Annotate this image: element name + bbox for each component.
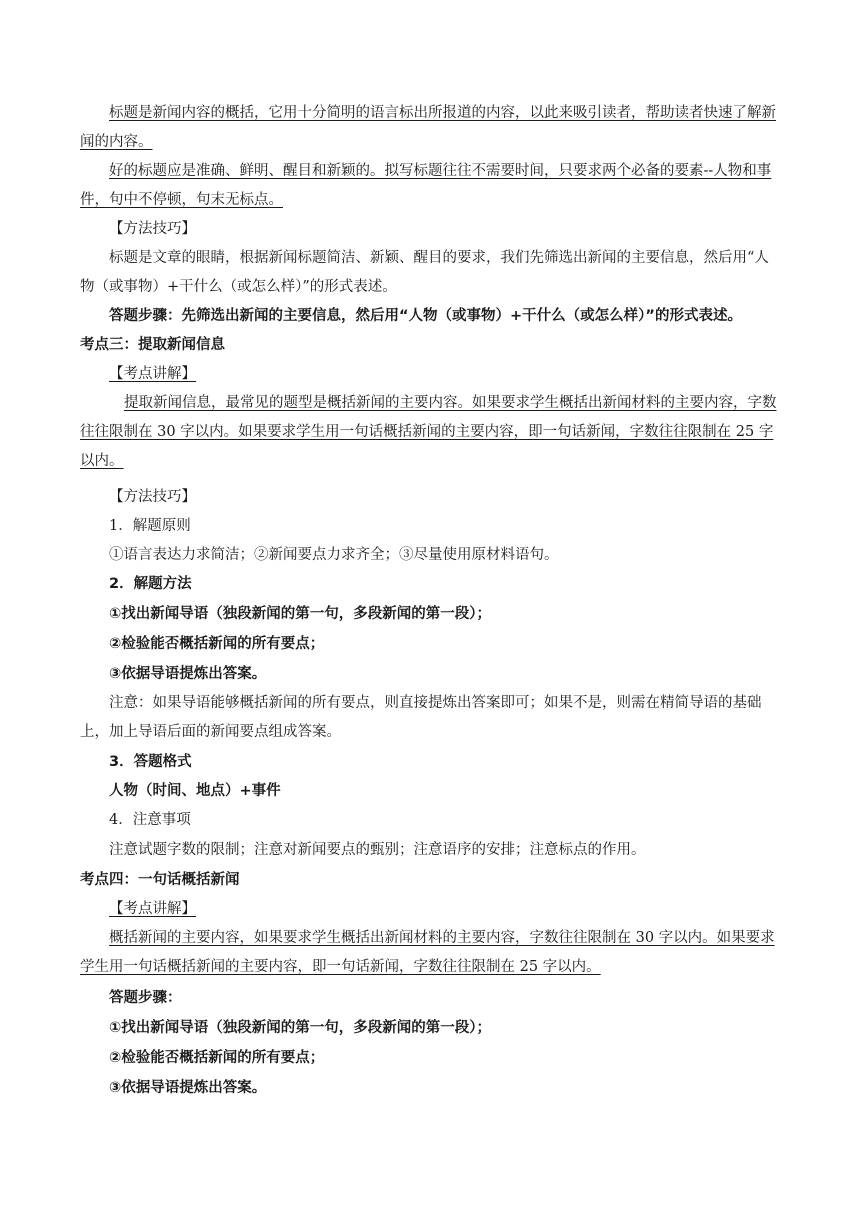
paragraph-title-definition: 标题是新闻内容的概括，它用十分简明的语言标出所报道的内容，以此来吸引读者，帮助读者快速了解新闻的内容。 bbox=[80, 105, 776, 150]
item-1-title: 1．解题原则 bbox=[109, 518, 191, 534]
item-1-text: ①语言表达力求简洁；②新闻要点力求齐全；③尽量使用原材料语句。 bbox=[109, 547, 559, 563]
paragraph-extract-info: 提取新闻信息，最常见的题型是概括新闻的主要内容。如果要求学生概括出新闻材料的主要内容，字数往往限制在 30 字以内。如果要求学生用一句话概括新闻的主要内容，即一句话新闻，字数往往限制在 25 字以内。 bbox=[80, 395, 777, 469]
method-label-2: 【方法技巧】 bbox=[109, 489, 196, 505]
paragraph-good-title: 好的标题应是准确、鲜明、醒目和新颖的。拟写标题往往不需要时间，只要求两个必备的要素--人物和事件，句中不停顿，句末无标点。 bbox=[80, 163, 772, 208]
step-1: ①找出新闻导语（独段新闻的第一句，多段新闻的第一段）； bbox=[109, 1020, 492, 1036]
step-2: ②检验能否概括新闻的所有要点； bbox=[109, 1050, 325, 1066]
section-heading-3: 考点三：提取新闻信息 bbox=[80, 337, 225, 353]
section-heading-4: 考点四：一句话概括新闻 bbox=[80, 872, 240, 888]
item-2-step-1: ①找出新闻导语（独段新闻的第一句，多段新闻的第一段）； bbox=[109, 606, 492, 622]
item-4-title: 4．注意事项 bbox=[109, 812, 191, 828]
step-3: ③依据导语提炼出答案。 bbox=[109, 1080, 267, 1096]
item-4-text: 注意试题字数的限制；注意对新闻要点的甄别；注意语序的安排；注意标点的作用。 bbox=[109, 842, 646, 858]
item-2-step-3: ③依据导语提炼出答案。 bbox=[109, 666, 267, 682]
item-2-step-2: ②检验能否概括新闻的所有要点； bbox=[109, 636, 325, 652]
paragraph-summarize: 概括新闻的主要内容，如果要求学生概括出新闻材料的主要内容，字数往往限制在 30 字以内。如果要求学生用一句话概括新闻的主要内容，即一句话新闻，字数往往限制在 25 字以内。 bbox=[80, 930, 775, 975]
answer-steps: 答题步骤：先筛选出新闻的主要信息，然后用“人物（或事物）+干什么（或怎么样）”的形式表述。 bbox=[109, 308, 742, 324]
item-2-title: 2．解题方法 bbox=[109, 576, 192, 592]
method-label: 【方法技巧】 bbox=[109, 221, 196, 237]
explain-label-2: 【考点讲解】 bbox=[109, 901, 196, 917]
steps-label: 答题步骤： bbox=[109, 990, 182, 1006]
note-paragraph: 注意：如果导语能够概括新闻的所有要点，则直接提炼出答案即可；如果不是，则需在精简导语的基础上，加上导语后面的新闻要点组成答案。 bbox=[80, 695, 762, 740]
paragraph-method: 标题是文章的眼睛，根据新闻标题简洁、新颖、醒目的要求，我们先筛选出新闻的主要信息，然后用“人物（或事物）+干什么（或怎么样）”的形式表述。 bbox=[80, 250, 769, 295]
item-3-title: 3．答题格式 bbox=[109, 754, 192, 770]
explain-label: 【考点讲解】 bbox=[109, 366, 196, 382]
item-3-text: 人物（时间、地点）+事件 bbox=[109, 783, 281, 799]
